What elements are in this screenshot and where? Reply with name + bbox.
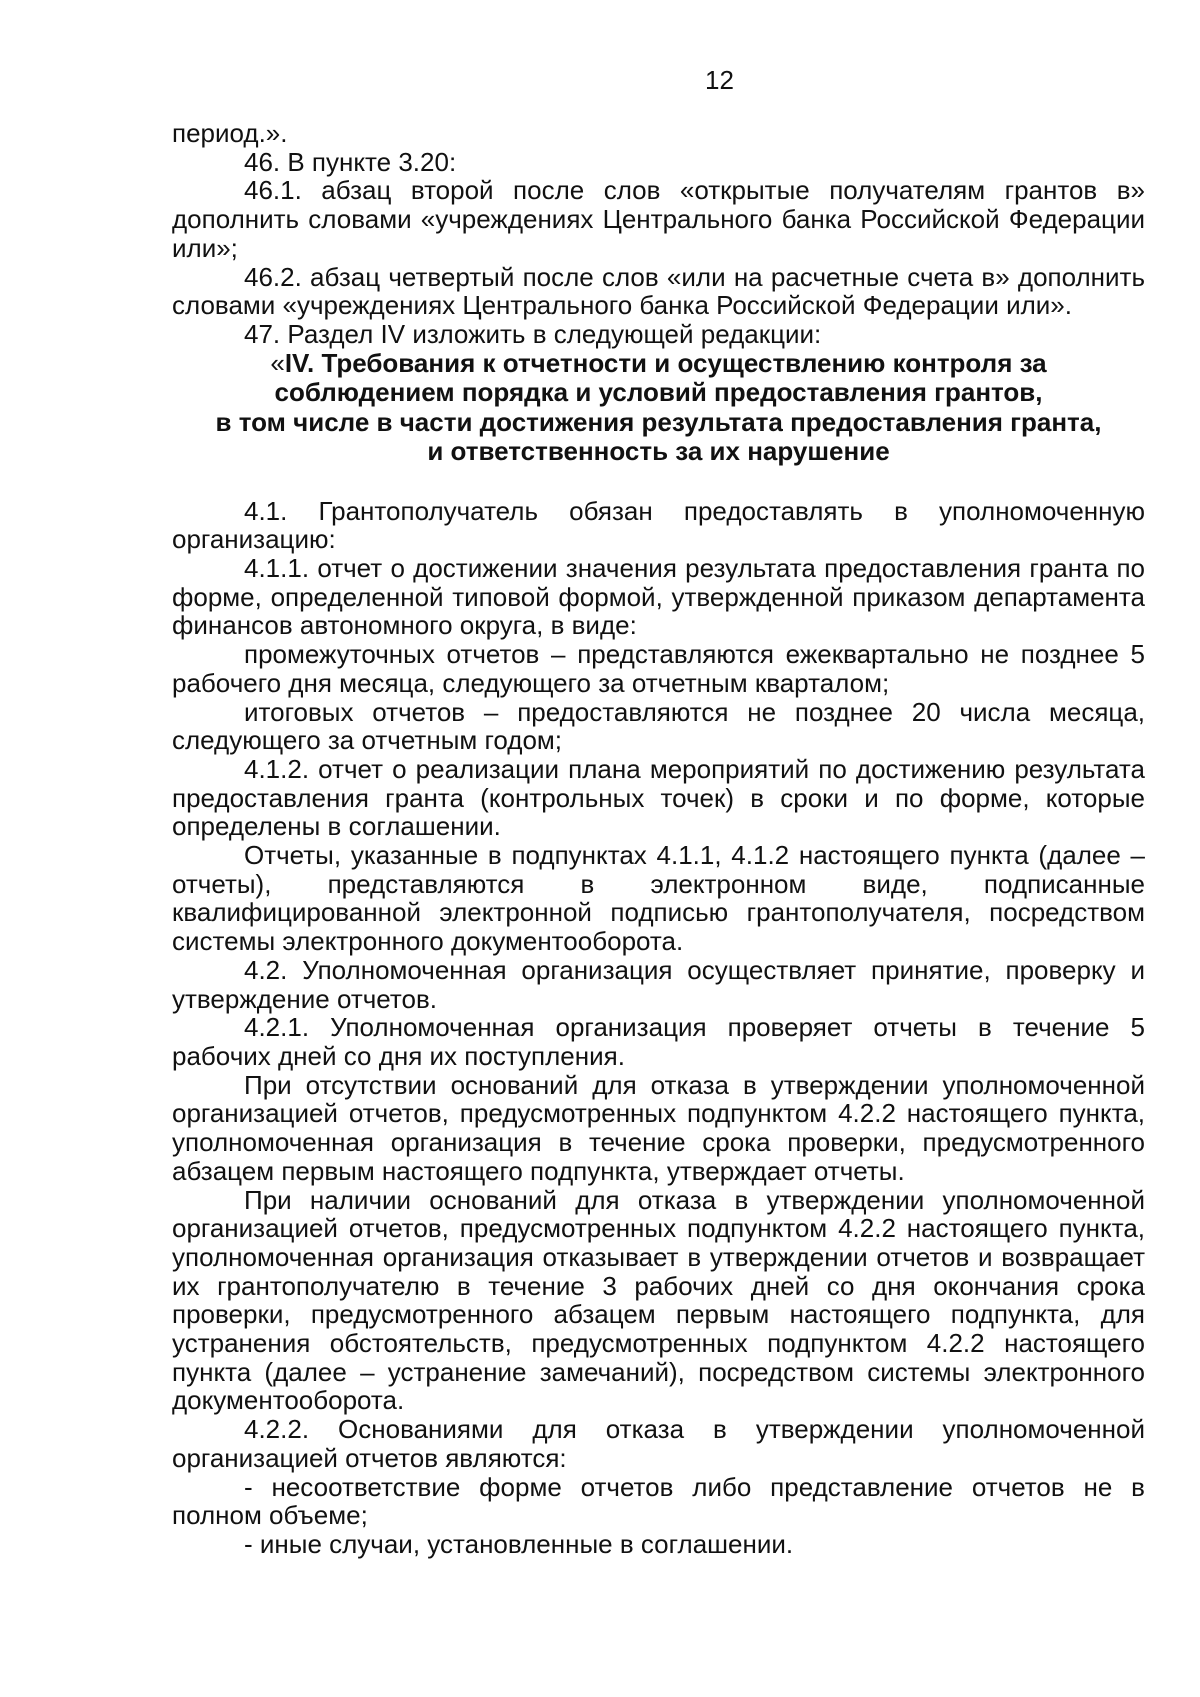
paragraph-item-46-1: 46.1. абзац второй после слов «открытые получателям грантов в» дополнить словами «учреждениях Центрального банка Российской Федерации или»; — [172, 175, 1145, 263]
paragraph-reports-definition: Отчеты, указанные в подпунктах 4.1.1, 4.1.2 настоящего пункта (далее – отчеты), представляются в электронном виде, подписанные квалифицированной электронной подписью грантополучателя, посредством системы электронного документооборота. — [172, 840, 1145, 957]
paragraph-4-1-1: 4.1.1. отчет о достижении значения результата предоставления гранта по форме, определенной типовой формой, утвержденной приказом департамента финансов автономного округа, в виде: — [172, 553, 1145, 641]
paragraph-no-grounds: При отсутствии оснований для отказа в утверждении уполномоченной организацией отчетов, предусмотренных подпунктом 4.2.2 настоящего пункта, уполномоченная организация в течение срока проверки, предусмотренного абзацем первым настоящего подпункта, утверждает отчеты. — [172, 1069, 1145, 1186]
paragraph-grounds-present: При наличии оснований для отказа в утверждении уполномоченной организацией отчетов, предусмотренных подпунктом 4.2.2 настоящего пункта, уполномоченная организация отказывает в утверждении отчетов и возвращает их грантополучателю в течение 3 рабочих дней со дня окончания срока проверки, предусмотренного абзацем первым настоящего подпункта, для устранения обстоятельств, предусмотренных подпунктом 4.2.2 настоящего пункта (далее – устранение замечаний), посредством системы электронного документооборота. — [172, 1184, 1145, 1416]
paragraph-4-2-1: 4.2.1. Уполномоченная организация проверяет отчеты в течение 5 рабочих дней со дня их поступления. — [172, 1012, 1145, 1071]
section-heading-line-3: в том числе в части достижения результата предоставления гранта, — [215, 406, 1102, 437]
list-item-nonconformity: - несоответствие форме отчетов либо представление отчетов не в полном объеме; — [172, 1471, 1145, 1531]
section-heading-line-4: и ответственность за их нарушение — [427, 436, 890, 467]
page-number: 12 — [705, 65, 734, 95]
list-item-other-cases: - иные случаи, установленные в соглашении. — [244, 1528, 794, 1559]
section-heading-text-1: IV. Требования к отчетности и осуществлению контроля за — [284, 347, 1047, 378]
section-heading-line-1 — [172, 349, 1145, 379]
paragraph-4-1-2: 4.1.2. отчет о реализации плана мероприятий по достижению результата предоставления гранта (контрольных точек) в сроки и по форме, которые определены в соглашении. — [172, 753, 1145, 842]
section-heading — [172, 349, 1145, 467]
paragraph-item-47: 47. Раздел IV изложить в следующей редакции: — [244, 318, 822, 349]
opening-quote: « — [270, 347, 285, 378]
section-heading-line-2: соблюдением порядка и условий предоставления грантов, — [274, 377, 1043, 408]
paragraph-4-2: 4.2. Уполномоченная организация осуществляет принятие, проверку и утверждение отчетов. — [172, 954, 1145, 1014]
paragraph-item-46: 46. В пункте 3.20: — [244, 146, 457, 177]
paragraph-interim-reports: промежуточных отчетов – представляются ежеквартально не позднее 5 рабочего дня месяца, следующего за отчетным кварталом; — [172, 639, 1145, 698]
paragraph-item-46-2: 46.2. абзац четвертый после слов «или на расчетные счета в» дополнить словами «учреждениях Центрального банка Российской Федерации или». — [172, 261, 1145, 321]
paragraph-4-2-2: 4.2.2. Основаниями для отказа в утверждении уполномоченной организацией отчетов являются: — [172, 1414, 1145, 1473]
paragraph-continuation: период.». — [172, 118, 288, 148]
paragraph-final-reports: итоговых отчетов – предоставляются не позднее 20 числа месяца, следующего за отчетным годом; — [172, 696, 1145, 756]
paragraph-4-1: 4.1. Грантополучатель обязан предоставлять в уполномоченную организацию: — [172, 495, 1145, 555]
